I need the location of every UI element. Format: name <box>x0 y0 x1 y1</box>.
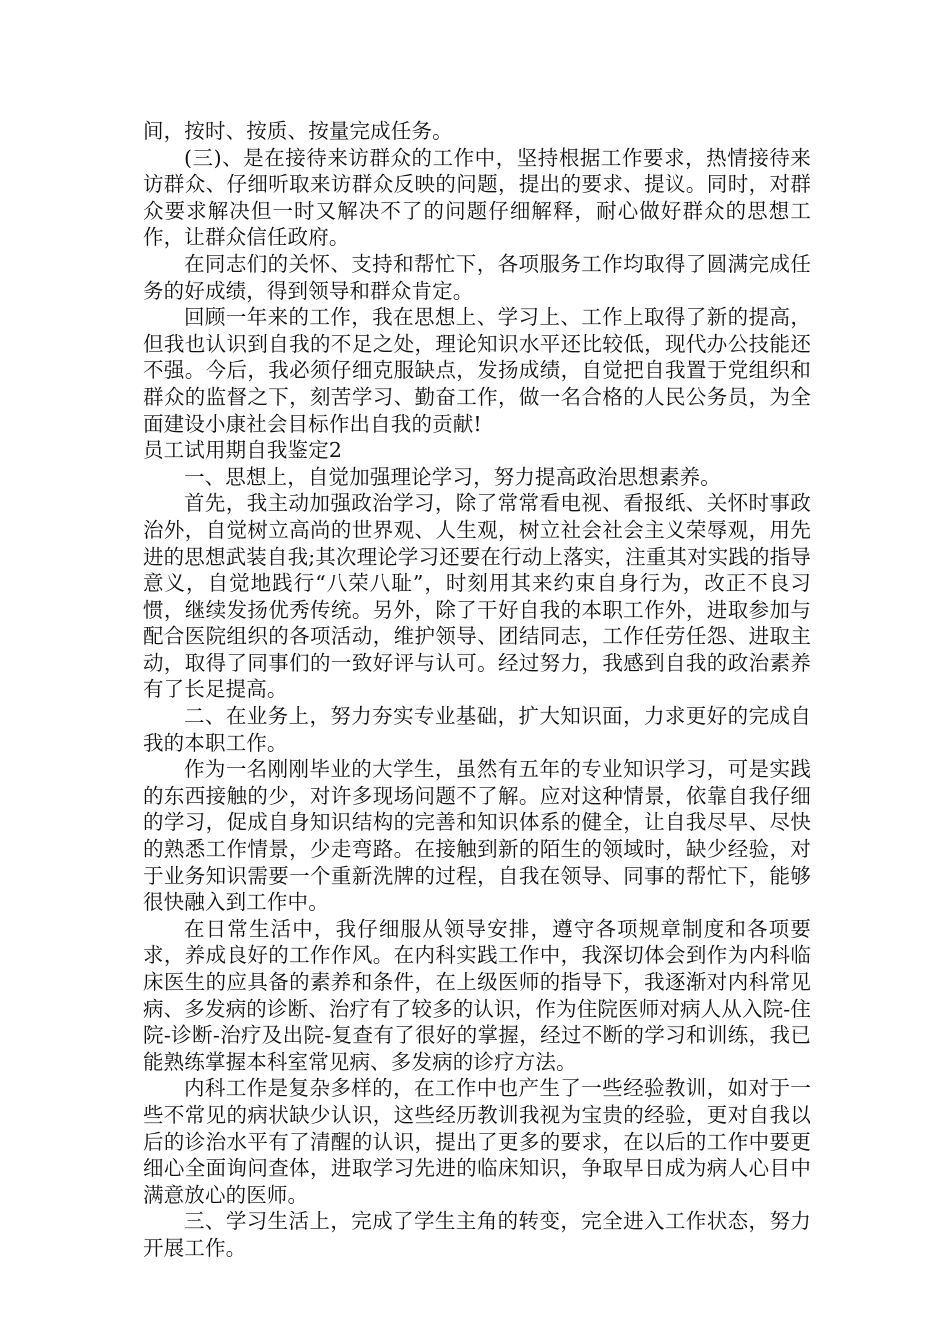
paragraph-business-title: 二、在业务上，努力夯实专业基础，扩大知识面，力求更好的完成自我的本职工作。 <box>143 704 811 755</box>
section-heading: 员工试用期自我鉴定2 <box>143 438 343 463</box>
document-body <box>143 118 811 1262</box>
paragraph-achievements: 在同志们的关怀、支持和帮忙下，各项服务工作均取得了圆满完成任务的好成绩，得到领导和群众肯定。 <box>143 251 811 303</box>
paragraph-daily-life: 在日常生活中，我仔细服从领导安排，遵守各项规章制度和各项要求，养成良好的工作作风。在内科实践工作中，我深切体会到作为内科临床医生的应具备的素养和条件，在上级医师的指导下，我逐渐对内科常见病、多发病的诊断、治疗有了较多的认识，作为住院医师对病人从入院-住院-诊断-治疗及出院-复查有了很好的掌握，经过不断的学习和训练，我已能熟练掌握本科室常见病、多发病的诊疗方法。 <box>143 916 811 1074</box>
paragraph-ideology-title: 一、思想上，自觉加强理论学习，努力提高政治思想素养。 <box>184 464 721 489</box>
paragraph-visitor-reception: (三)、是在接待来访群众的工作中，坚持根据工作要求，热情接待来访群众、仔细听取来访群众反映的问题，提出的要求、提议。同时，对群众要求解决但一时又解决不了的问题仔细解释，耐心做好群众的思想工作，让群众信任政府。 <box>143 145 811 250</box>
paragraph-internal-medicine: 内科工作是复杂多样的，在工作中也产生了一些经验教训，如对于一些不常见的病状缺少认识，这些经历教训我视为宝贵的经验，更对自我以后的诊治水平有了清醒的认识，提出了更多的要求，在以后的工作中要更细心全面询问查体，进取学习先进的临床知识，争取早日成为病人心目中满意放心的医师。 <box>143 1076 811 1207</box>
paragraph-continuation: 间，按时、按质、按量完成任务。 <box>143 119 453 143</box>
paragraph-year-review: 回顾一年来的工作，我在思想上、学习上、工作上取得了新的提高，但我也认识到自我的不足之处，理论知识水平还比较低，现代办公技能还不强。今后，我必须仔细克服缺点，发扬成绩，自觉把自我置于党组织和群众的监督之下，刻苦学习、勤奋工作，做一名合格的人民公务员，为全面建设小康社会目标作出自我的贡献! <box>143 305 811 436</box>
paragraph-political-study: 首先，我主动加强政治学习，除了常常看电视、看报纸、关怀时事政治外，自觉树立高尚的世界观、人生观，树立社会社会主义荣辱观，用先进的思想武装自我;其次理论学习还要在行动上落实，注重其对实践的指导意义，自觉地践行“八荣八耻”，时刻用其来约束自身行为，改正不良习惯，继续发扬优秀传统。另外，除了干好自我的本职工作外，进取参加与配合医院组织的各项活动，维护领导、团结同志，工作任劳任怨、进取主动，取得了同事们的一致好评与认可。经过努力，我感到自我的政治素养有了长足提高。 <box>143 491 811 702</box>
paragraph-study-life-title: 三、学习生活上，完成了学生主角的转变，完全进入工作状态，努力开展工作。 <box>143 1209 811 1260</box>
paragraph-graduate: 作为一名刚刚毕业的大学生，虽然有五年的专业知识学习，可是实践的东西接触的少，对许多现场问题不了解。应对这种情景，依靠自我仔细的学习，促成自身知识结构的完善和知识体系的健全，让自我尽早、尽快的熟悉工作情景，少走弯路。在接触到新的陌生的领域时，缺少经验，对于业务知识需要一个重新洗牌的过程，自我在领导、同事的帮忙下，能够很快融入到工作中。 <box>143 757 811 915</box>
